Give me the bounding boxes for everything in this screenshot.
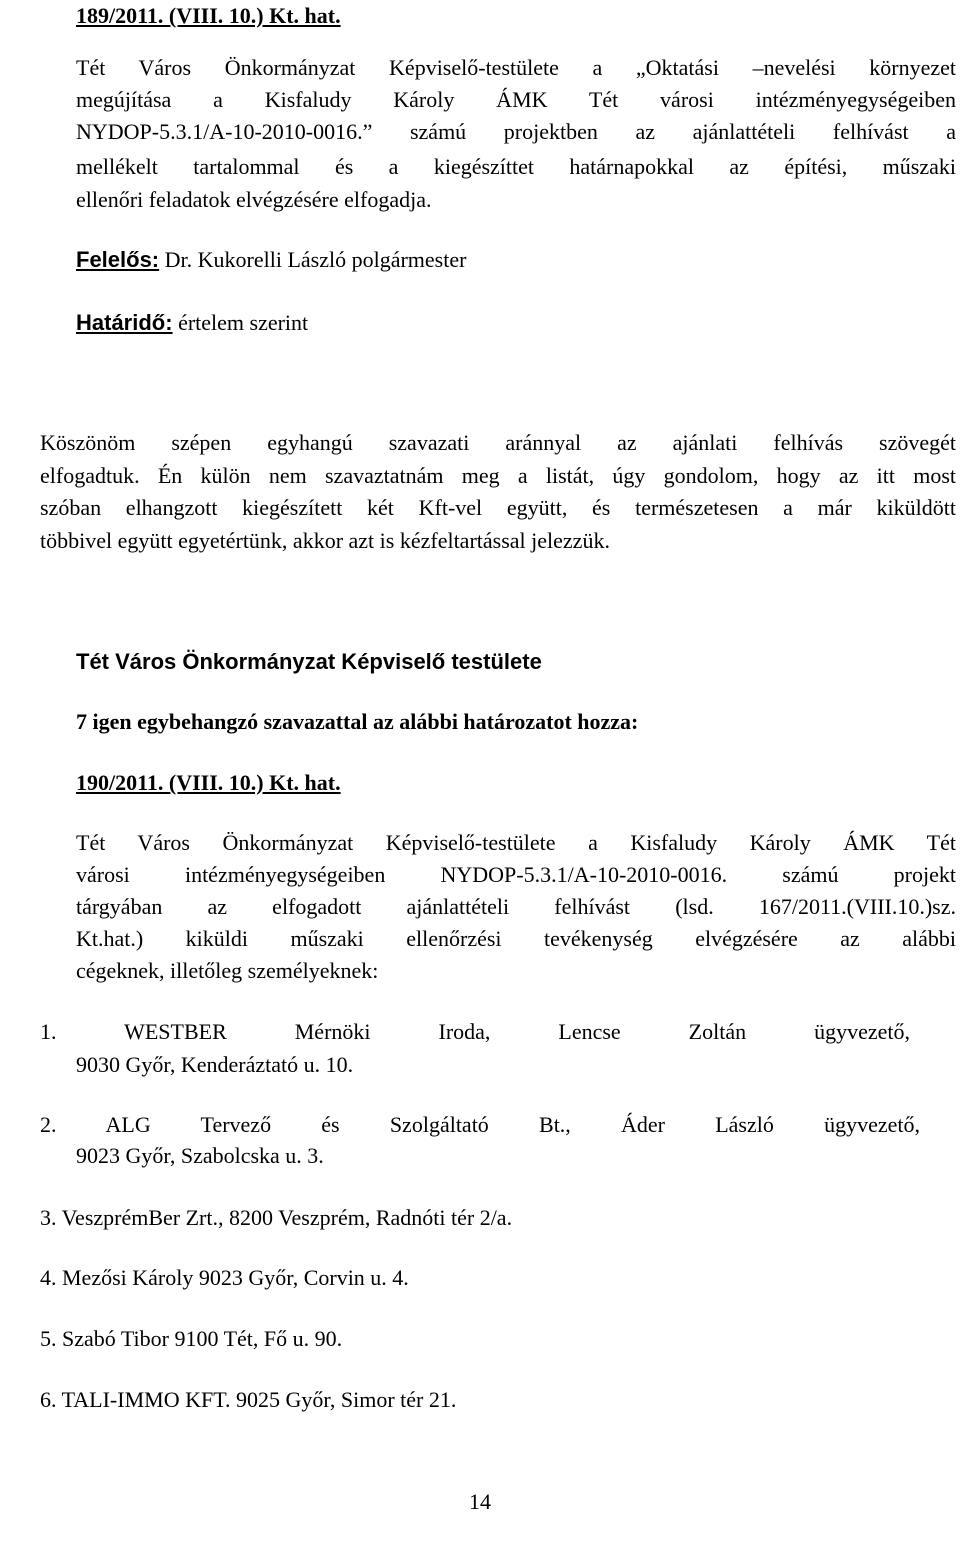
list-item: 4. Mezősi Károly 9023 Győr, Corvin u. 4.: [40, 1265, 409, 1290]
speech-line: Köszönöm szépen egyhangú szavazati aránnyal az ajánlati felhívás szövegét: [40, 430, 956, 455]
resolution-prev-line: NYDOP-5.3.1/A-10-2010-0016.” számú projektben az ajánlattételi felhívást a: [76, 119, 956, 144]
resolution-prev-line: Tét Város Önkormányzat Képviselő-testülete a „Oktatási –nevelési környezet: [76, 55, 956, 80]
responsible-value: Dr. Kukorelli László polgármester: [159, 247, 467, 272]
deadline-value: értelem szerint: [172, 310, 309, 335]
speech-line: elfogadtuk. Én külön nem szavaztatnám meg a listát, úgy gondolom, hogy az itt most: [40, 463, 956, 488]
page-number: 14: [469, 1489, 491, 1514]
resolution-line: Tét Város Önkormányzat Képviselő-testülete a Kisfaludy Károly ÁMK Tét: [76, 830, 956, 855]
speech-line: szóban elhangzott kiegészített két Kft-vel együtt, és természetesen a már kiküldött: [40, 495, 956, 520]
vote-result: 7 igen egybehangzó szavazattal az alábbi határozatot hozza:: [76, 709, 639, 734]
deadline-label: Határidő:: [76, 310, 173, 335]
resolution-prev-line: mellékelt tartalommal és a kiegészíttet határnapokkal az építési, műszaki: [76, 154, 956, 179]
resolution-line: tárgyában az elfogadott ajánlattételi felhívást (lsd. 167/2011.(VIII.10.)sz.: [76, 894, 956, 919]
list-item-address: 9030 Győr, Kenderáztató u. 10.: [76, 1052, 354, 1077]
list-item: 3. VeszprémBer Zrt., 8200 Veszprém, Radnóti tér 2/a.: [40, 1205, 513, 1230]
resolution-line: városi intézményegységeiben NYDOP-5.3.1/A-10-2010-0016. számú projekt: [76, 862, 956, 887]
list-item: 6. TALI-IMMO KFT. 9025 Győr, Simor tér 21.: [40, 1387, 457, 1412]
list-item: 2. ALG Tervező és Szolgáltató Bt., Áder László ügyvezető,: [40, 1112, 920, 1137]
resolution-line: cégeknek, illetőleg személyeknek:: [76, 958, 379, 983]
resolution-line: Kt.hat.) kiküldi műszaki ellenőrzési tevékenység elvégzésére az alábbi: [76, 926, 956, 951]
resolution-prev-line: megújítása a Kisfaludy Károly ÁMK Tét városi intézményegységeiben: [76, 87, 956, 112]
resolution-number: 190/2011. (VIII. 10.) Kt. hat.: [76, 770, 341, 795]
resolution-prev-number: 189/2011. (VIII. 10.) Kt. hat.: [76, 3, 341, 28]
list-item: 5. Szabó Tibor 9100 Tét, Fő u. 90.: [40, 1326, 343, 1351]
responsible-line: [76, 246, 466, 274]
list-item-address: 9023 Győr, Szabolcska u. 3.: [76, 1143, 324, 1168]
speech-line: többivel együtt egyetértünk, akkor azt is kézfeltartással jelezzük.: [40, 528, 610, 553]
list-item: 1. WESTBER Mérnöki Iroda, Lencse Zoltán ügyvezető,: [40, 1019, 910, 1044]
responsible-label: Felelős:: [76, 247, 160, 272]
vote-body: Tét Város Önkormányzat Képviselő testülete: [76, 649, 542, 674]
resolution-prev-line: ellenőri feladatok elvégzésére elfogadja.: [76, 187, 432, 212]
deadline-line: [76, 309, 308, 337]
